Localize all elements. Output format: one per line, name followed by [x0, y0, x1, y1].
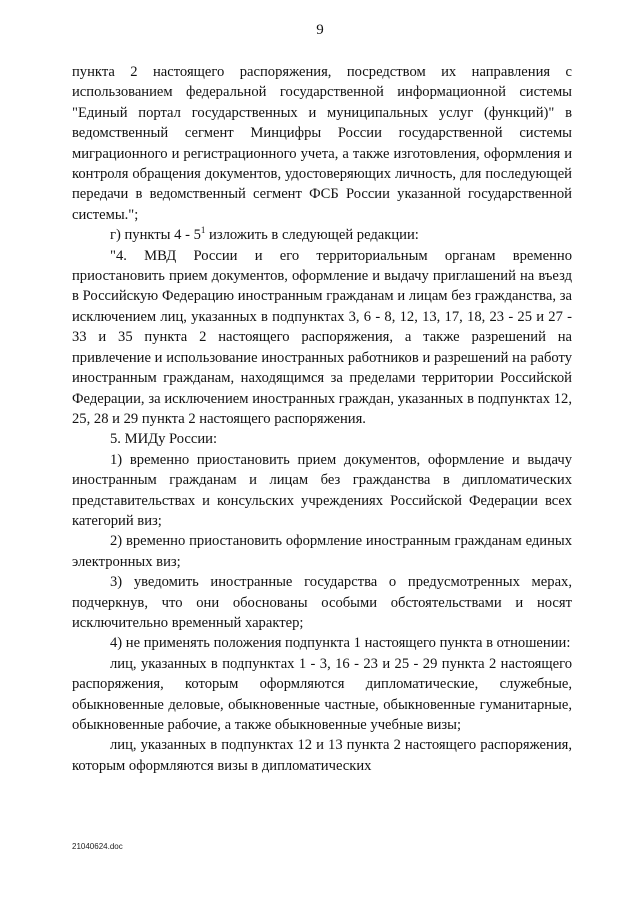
item-g-superscript: 1	[200, 225, 206, 236]
footer-doc-code: 21040624.doc	[72, 842, 123, 851]
paragraph-exception-2: лиц, указанных в подпунктах 12 и 13 пункта 2 настоящего распоряжения, которым оформляются визы в дипломатических	[72, 737, 572, 774]
paragraph-exception-1: лиц, указанных в подпунктах 1 - 3, 16 - 23 и 25 - 29 пункта 2 настоящего распоряжения, которым оформляются дипломатические, служебные, обыкновенные деловые, обыкновенные частные, обыкновенные гуманитарные, обыкновенные рабочие, а также обыкновенные учебные визы;	[72, 655, 572, 733]
item-g-text-before: г) пункты 4 - 5	[110, 227, 201, 244]
paragraph-continuation: пункта 2 настоящего распоряжения, посредством их направления с использованием федеральной государственной информационной системы "Единый портал государственных и муниципальных услуг (функций)" в ведомственный сегмент Минцифры России государственной системы миграционного и регистрационного учета, а также изготовления, оформления и контроля обращения документов, удостоверяющих личность, для последующей передачи в ведомственный сегмент ФСБ России указанной государственной системы.";	[72, 64, 572, 223]
paragraph-subpoint-3: 3) уведомить иностранные государства о предусмотренных мерах, подчеркнув, что они обоснованы особыми обстоятельствами и носят исключительно временный характер;	[72, 574, 572, 631]
item-g-text-after: изложить в следующей редакции:	[205, 227, 419, 244]
paragraph-subpoint-1: 1) временно приостановить прием документов, оформление и выдачу иностранным гражданам и лицам без гражданства в дипломатических представительствах и консульских учреждениях Российской Федерации всех категорий виз;	[72, 451, 572, 529]
paragraph-point-5: 5. МИДу России:	[110, 431, 218, 448]
paragraph-point-4: "4. МВД России и его территориальным органам временно приостановить прием документов, оформление и выдачу приглашений на въезд в Российскую Федерацию иностранным гражданам и лицам без гражданства, за исключением лиц, указанных в подпунктах 3, 6 - 8, 12, 13, 17, 18, 23 - 25 и 27 - 33 и 35 пункта 2 настоящего распоряжения, а также разрешений на привлечение и использование иностранных работников и разрешений на работу иностранным гражданам, находящимся за пределами территории Российской Федерации, за исключением иностранных граждан, указанных в подпунктах 12, 25, 28 и 29 пункта 2 настоящего распоряжения.	[72, 247, 572, 427]
document-body	[72, 62, 572, 776]
paragraph-item-g	[72, 225, 572, 245]
page-number: 9	[316, 22, 324, 38]
paragraph-subpoint-2: 2) временно приостановить оформление иностранным гражданам единых электронных виз;	[72, 533, 572, 570]
paragraph-subpoint-4: 4) не применять положения подпункта 1 настоящего пункта в отношении:	[110, 635, 571, 652]
